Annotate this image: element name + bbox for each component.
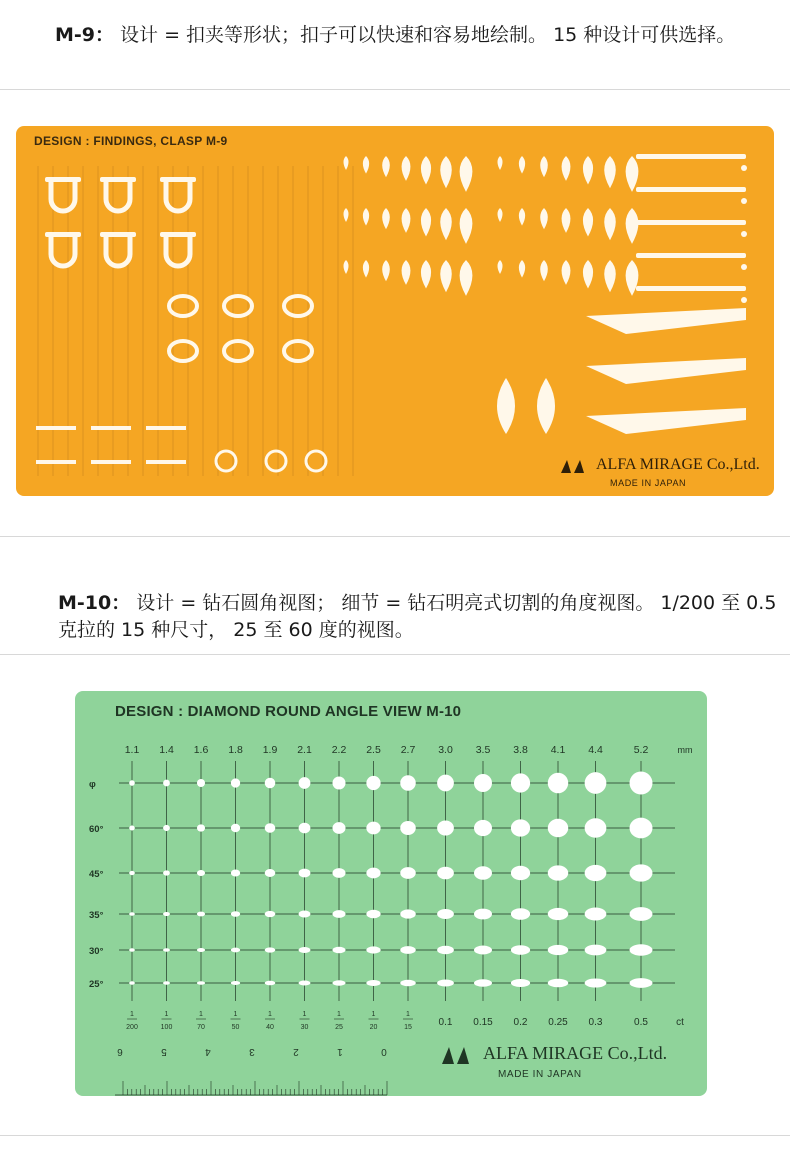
m10-brand-name: ALFA MIRAGE Co.,Ltd.: [483, 1043, 668, 1063]
m9-description: 设计 = 扣夹等形状；扣子可以快速和容易地绘制。 15 种设计可供选择。: [114, 24, 736, 46]
m10-diamond-hole: [231, 911, 240, 917]
m10-diamond-hole: [265, 947, 276, 952]
m9-teardrop: [626, 156, 639, 192]
m10-stencil-grid: [75, 691, 707, 1096]
m10-caption: [58, 590, 778, 644]
m10-diamond-hole: [231, 824, 240, 832]
m10-diamond-hole: [163, 981, 170, 985]
m10-size-label: 3.8: [513, 744, 528, 756]
m10-diamond-hole: [163, 912, 170, 916]
m9-pin-shape: [146, 460, 186, 464]
m9-teardrop: [562, 260, 571, 285]
m10-diamond-hole: [231, 948, 240, 953]
m10-diamond-hole: [129, 948, 135, 952]
m10-diamond-hole: [332, 947, 345, 954]
m9-teardrop: [363, 208, 369, 226]
m10-diamond-hole: [548, 908, 568, 920]
m10-diamond-hole: [511, 866, 530, 880]
m9-teardrop: [604, 208, 616, 240]
m10-carat-label: 0.5: [634, 1017, 648, 1028]
m9-teardrop: [583, 208, 593, 237]
m10-diamond-hole: [400, 775, 416, 791]
m10-carat-label: 0.2: [513, 1017, 528, 1028]
m10-fraction-numerator: 1: [233, 1011, 238, 1018]
m9-alligator-clip: [586, 358, 746, 384]
m10-diamond-hole: [548, 945, 568, 955]
m10-diamond-hole: [231, 981, 240, 985]
m10-code: M-10：: [58, 592, 131, 614]
m10-size-unit: mm: [677, 745, 693, 755]
m9-shackle-shape: [106, 181, 130, 211]
m10-ruler-label: 3: [249, 1046, 255, 1057]
m10-size-label: 1.4: [159, 744, 174, 756]
m10-size-label: 3.5: [475, 744, 491, 756]
m10-diamond-hole: [265, 778, 276, 789]
m10-carat-unit: ct: [676, 1017, 684, 1028]
m10-diamond-hole: [474, 774, 492, 792]
m9-teardrop: [562, 156, 571, 181]
m10-diamond-hole: [197, 948, 205, 952]
m9-teardrop: [540, 156, 548, 177]
m9-template-plate: [16, 126, 774, 496]
m10-diamond-hole: [630, 818, 653, 839]
m10-diamond-hole: [332, 910, 345, 918]
m10-size-label: 1.9: [262, 744, 278, 756]
m9-teardrop: [626, 260, 639, 296]
m9-teardrop: [402, 208, 411, 233]
m10-size-label: 4.1: [550, 744, 566, 756]
m9-pin-shape: [91, 426, 131, 430]
m9-bar-clasp: [636, 253, 746, 258]
m10-diamond-hole: [299, 981, 311, 986]
m10-ruler-label: 0: [381, 1046, 387, 1057]
m10-diamond-hole: [437, 867, 454, 880]
m9-teardrop: [460, 260, 473, 296]
m9-teardrop: [421, 260, 431, 289]
m10-fraction-denominator: 50: [231, 1024, 240, 1031]
m9-bar-end: [741, 198, 747, 204]
m10-diamond-hole: [585, 945, 607, 956]
m10-diamond-hole: [474, 909, 492, 920]
m10-diamond-hole: [474, 820, 492, 836]
m10-diamond-hole: [630, 978, 653, 988]
m9-bar-end: [741, 264, 747, 270]
m10-diamond-hole: [265, 981, 276, 985]
m9-pin-shape: [91, 460, 131, 464]
m9-teardrop: [583, 156, 593, 185]
m9-made-in: MADE IN JAPAN: [610, 478, 687, 488]
m10-fraction-denominator: 25: [335, 1024, 343, 1031]
m10-diamond-hole: [163, 825, 170, 831]
m9-bar-end: [741, 231, 747, 237]
m9-bar-clasp: [636, 154, 746, 159]
m9-bar-clasp: [636, 286, 746, 291]
m10-diamond-hole: [511, 945, 530, 955]
m10-carat-label: 0.1: [438, 1017, 453, 1028]
m9-bar-end: [741, 297, 747, 303]
m9-shackle-shape: [51, 236, 75, 266]
m9-plate-title: DESIGN : FINDINGS, CLASP M-9: [34, 134, 228, 148]
m10-angle-label: 60°: [89, 824, 104, 835]
m9-shackle-pin: [45, 177, 81, 182]
m9-teardrop: [402, 260, 411, 285]
m9-leaf-shape: [497, 378, 515, 434]
m10-ruler-label: 6: [117, 1046, 123, 1057]
m9-teardrop: [583, 260, 593, 289]
m10-diamond-hole: [630, 944, 653, 955]
m10-diamond-hole: [231, 870, 240, 877]
m10-diamond-hole: [366, 980, 380, 986]
m10-diamond-hole: [400, 821, 416, 835]
m9-shackle-shape: [166, 181, 190, 211]
m10-carat-label: 0.25: [548, 1017, 568, 1028]
m10-size-label: 1.1: [124, 744, 140, 756]
m9-bar-end: [741, 165, 747, 171]
m10-diamond-hole: [585, 907, 607, 920]
m10-diamond-hole: [437, 979, 454, 986]
m10-size-label: 4.4: [588, 744, 603, 756]
m10-diamond-hole: [197, 824, 205, 831]
m9-caption: [55, 22, 755, 49]
m10-diamond-hole: [332, 980, 345, 985]
m9-teardrop: [363, 156, 369, 174]
m10-size-label: 1.8: [228, 744, 243, 756]
m10-diamond-hole: [474, 979, 492, 987]
m10-diamond-hole: [630, 907, 653, 921]
m9-shackle-shape: [166, 236, 190, 266]
m10-carat-label: 0.15: [473, 1017, 493, 1028]
m10-ruler-label: 2: [293, 1046, 299, 1057]
m9-teardrop: [498, 260, 503, 274]
m9-teardrop: [460, 208, 473, 244]
m9-teardrop: [460, 156, 473, 192]
m9-leaf-shape: [537, 378, 555, 434]
m9-teardrop: [604, 156, 616, 188]
m10-diamond-hole: [163, 780, 170, 787]
m10-fraction-numerator: 1: [268, 1011, 272, 1018]
m9-code: M-9：: [55, 24, 115, 46]
m9-bar-clasp: [636, 220, 746, 225]
m10-diamond-hole: [400, 946, 416, 954]
m10-diamond-hole: [548, 819, 568, 837]
m9-alligator-clip: [586, 308, 746, 334]
m10-fraction-numerator: 1: [130, 1011, 134, 1018]
m10-angle-label: φ: [89, 779, 96, 790]
m10-size-label: 2.2: [331, 744, 347, 756]
m9-teardrop: [604, 260, 616, 292]
m10-fraction-numerator: 1: [406, 1011, 410, 1018]
m9-teardrop: [519, 260, 525, 278]
m10-fraction-numerator: 1: [371, 1011, 376, 1018]
m10-diamond-hole: [299, 910, 311, 917]
m9-teardrop: [519, 208, 525, 226]
m10-diamond-hole: [129, 825, 135, 830]
m10-diamond-hole: [299, 777, 311, 789]
m10-made-in: MADE IN JAPAN: [498, 1069, 582, 1080]
m10-diamond-hole: [332, 776, 345, 789]
m10-diamond-hole: [511, 979, 530, 987]
m10-ruler-label: 5: [161, 1046, 167, 1057]
m9-teardrop: [382, 208, 390, 229]
m10-fraction-denominator: 15: [404, 1024, 412, 1031]
m9-shackle-pin: [100, 177, 136, 182]
m10-ruler-label: 1: [337, 1046, 343, 1057]
m10-diamond-hole: [163, 948, 170, 952]
m10-template-plate: [75, 691, 707, 1096]
m10-angle-label: 35°: [89, 910, 104, 921]
m9-teardrop: [562, 208, 571, 233]
m9-teardrop: [344, 208, 349, 222]
m9-teardrop: [421, 156, 431, 185]
m10-size-label: 5.2: [633, 744, 649, 756]
m10-diamond-hole: [437, 909, 454, 919]
m9-teardrop: [344, 156, 349, 170]
m10-diamond-hole: [332, 822, 345, 834]
m9-pin-shape: [36, 426, 76, 430]
m10-carat-label: 0.3: [588, 1017, 603, 1028]
m9-shackle-pin: [160, 232, 196, 237]
m10-diamond-hole: [197, 870, 205, 876]
m10-fraction-numerator: 1: [164, 1011, 169, 1018]
m10-size-label: 3.0: [438, 744, 453, 756]
m10-diamond-hole: [437, 775, 454, 792]
m10-diamond-hole: [400, 980, 416, 987]
m9-teardrop: [421, 208, 431, 237]
m9-teardrop: [382, 156, 390, 177]
m10-diamond-hole: [548, 865, 568, 880]
m10-diamond-hole: [197, 912, 205, 917]
m10-fraction-denominator: 40: [266, 1024, 274, 1031]
m9-shackle-shape: [106, 236, 130, 266]
m10-angle-label: 25°: [89, 979, 104, 990]
m9-stencil-shapes: [16, 126, 774, 496]
m9-shackle-pin: [160, 177, 196, 182]
m9-teardrop: [440, 260, 452, 292]
m10-diamond-hole: [585, 865, 607, 881]
m10-diamond-hole: [511, 819, 530, 836]
m10-ruler-label: 4: [205, 1046, 211, 1057]
m10-diamond-hole: [299, 823, 311, 834]
m10-diamond-hole: [129, 912, 135, 916]
m9-bar-clasp: [636, 187, 746, 192]
m9-teardrop: [363, 260, 369, 278]
m9-teardrop: [498, 208, 503, 222]
m9-teardrop: [440, 208, 452, 240]
m9-teardrop: [382, 260, 390, 281]
m9-teardrop: [440, 156, 452, 188]
m10-diamond-hole: [197, 981, 205, 985]
m10-diamond-hole: [437, 946, 454, 954]
m9-shackle-shape: [51, 181, 75, 211]
m10-diamond-hole: [585, 818, 607, 838]
m10-size-label: 2.1: [297, 744, 312, 756]
m10-diamond-hole: [474, 866, 492, 880]
m10-diamond-hole: [511, 773, 530, 792]
m10-diamond-hole: [400, 867, 416, 879]
m10-diamond-hole: [299, 869, 311, 878]
m9-shackle-pin: [100, 232, 136, 237]
m9-teardrop: [626, 208, 639, 244]
m10-fraction-denominator: 70: [197, 1024, 205, 1031]
m9-pin-shape: [146, 426, 186, 430]
m10-diamond-hole: [129, 871, 135, 875]
m9-teardrop: [540, 260, 548, 281]
m10-diamond-hole: [400, 909, 416, 918]
m10-angle-label: 45°: [89, 869, 104, 880]
m10-diamond-hole: [265, 869, 276, 877]
m9-brand-name: ALFA MIRAGE Co.,Ltd.: [596, 456, 760, 473]
m10-fraction-denominator: 30: [300, 1024, 309, 1031]
m10-diamond-hole: [511, 908, 530, 920]
m10-diamond-hole: [437, 820, 454, 835]
m10-fraction-denominator: 100: [160, 1024, 173, 1031]
m9-pin-shape: [36, 460, 76, 464]
m10-size-label: 1.6: [193, 744, 209, 756]
m10-size-label: 2.5: [366, 744, 381, 756]
m9-shackle-pin: [45, 232, 81, 237]
m10-diamond-hole: [129, 981, 135, 985]
m10-diamond-hole: [197, 779, 205, 787]
m10-diamond-hole: [299, 947, 311, 953]
m9-teardrop: [402, 156, 411, 181]
m10-diamond-hole: [585, 978, 607, 987]
m10-diamond-hole: [366, 822, 380, 835]
m10-fraction-numerator: 1: [302, 1011, 307, 1018]
m10-diamond-hole: [474, 946, 492, 955]
m10-diamond-hole: [366, 910, 380, 919]
m10-diamond-hole: [366, 868, 380, 879]
m10-diamond-hole: [585, 772, 607, 794]
m10-fraction-numerator: 1: [199, 1011, 203, 1018]
m10-brand-logo-icon: [441, 1045, 481, 1065]
m9-teardrop: [344, 260, 349, 274]
m10-diamond-hole: [630, 772, 653, 795]
m10-angle-label: 30°: [89, 946, 104, 957]
m9-teardrop: [519, 156, 525, 174]
m10-fraction-denominator: 200: [126, 1024, 138, 1031]
m10-diamond-hole: [265, 823, 276, 833]
m10-fraction-denominator: 20: [369, 1024, 378, 1031]
m10-diamond-hole: [630, 864, 653, 881]
m9-teardrop: [540, 208, 548, 229]
m10-diamond-hole: [129, 780, 135, 786]
m10-diamond-hole: [548, 773, 568, 793]
m10-diamond-hole: [231, 778, 240, 787]
m9-ring-clasp: [266, 451, 286, 471]
m10-plate-title: DESIGN : DIAMOND ROUND ANGLE VIEW M-10: [115, 703, 462, 720]
m10-diamond-hole: [332, 868, 345, 878]
m10-diamond-hole: [163, 870, 170, 875]
m10-diamond-hole: [366, 946, 380, 953]
m10-diamond-hole: [548, 979, 568, 988]
m10-fraction-numerator: 1: [337, 1011, 341, 1018]
m10-description: 设计 = 钻石圆角视图； 细节 = 钻石明亮式切割的角度视图。 1/200 至 0.5 克拉的 15 种尺寸， 25 至 60 度的视图。: [58, 592, 777, 641]
m9-alligator-clip: [586, 408, 746, 434]
m10-diamond-hole: [366, 776, 380, 790]
m10-diamond-hole: [265, 911, 276, 917]
m9-teardrop: [498, 156, 503, 170]
m9-brand-logo-icon: [560, 458, 594, 474]
m10-size-label: 2.7: [400, 744, 416, 756]
